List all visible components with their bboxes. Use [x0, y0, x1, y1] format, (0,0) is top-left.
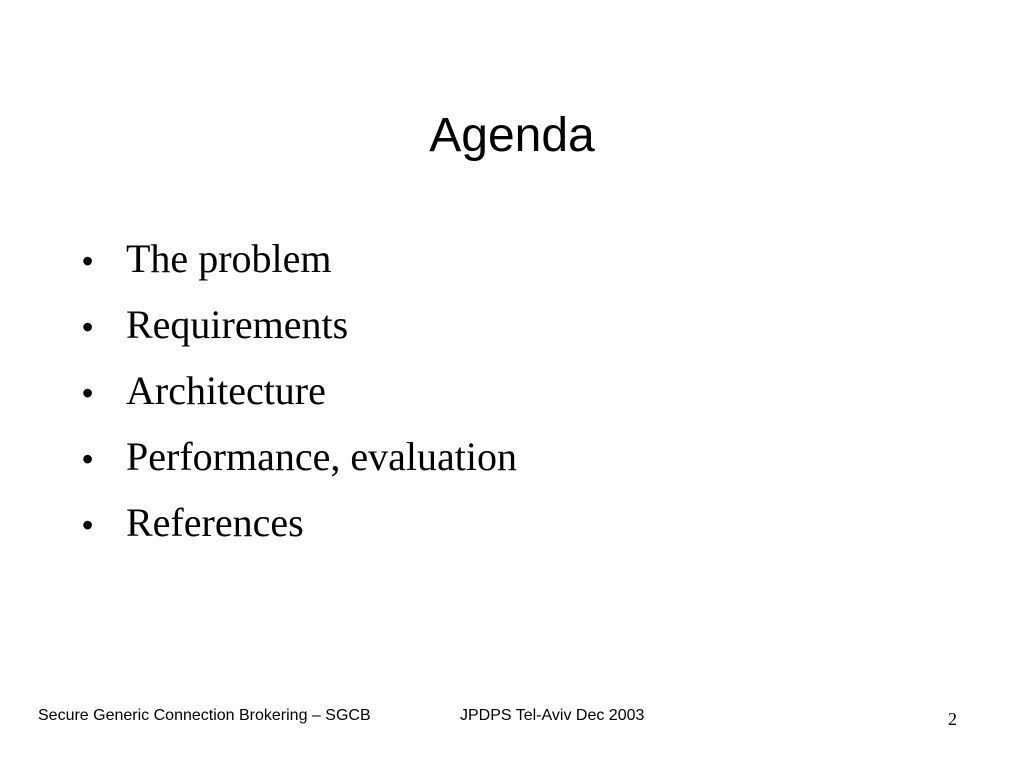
list-item-text: Performance, evaluation: [126, 434, 517, 479]
list-item: [82, 292, 517, 358]
bullet-icon: •: [82, 507, 94, 543]
bullet-icon: •: [82, 441, 94, 477]
list-item: [82, 226, 517, 292]
agenda-list: [82, 226, 517, 556]
footer-presentation-title: Secure Generic Connection Brokering – SGCB: [38, 707, 371, 724]
slide-page-number: 2: [948, 709, 957, 729]
list-item: [82, 424, 517, 490]
footer-event-date: JPDPS Tel-Aviv Dec 2003: [460, 707, 645, 724]
list-item-text: References: [126, 500, 304, 545]
list-item-text: Requirements: [126, 302, 349, 347]
bullet-icon: •: [82, 309, 94, 345]
list-item: [82, 490, 517, 556]
list-item-text: The problem: [126, 236, 332, 281]
slide-title: Agenda: [429, 109, 595, 162]
list-item: [82, 358, 517, 424]
bullet-icon: •: [82, 243, 94, 279]
bullet-icon: •: [82, 375, 94, 411]
list-item-text: Architecture: [126, 368, 326, 413]
